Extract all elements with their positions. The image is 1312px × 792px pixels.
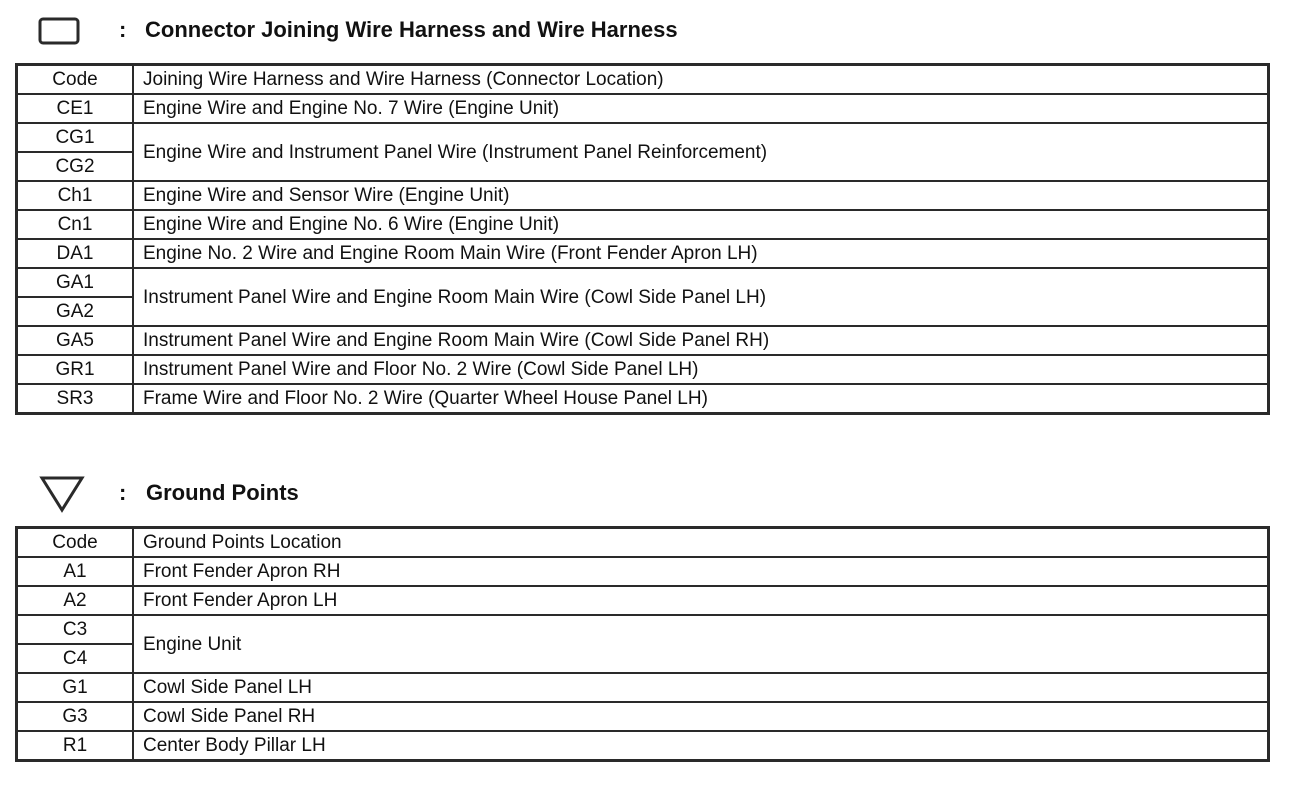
header-code: Code (17, 528, 134, 558)
ground-section-title (0, 472, 1312, 512)
title-colon: : (119, 480, 127, 505)
table-row (17, 94, 1269, 123)
row-code: C4 (17, 644, 134, 673)
row-location: Engine Wire and Instrument Panel Wire (Instrument Panel Reinforcement) (133, 123, 1269, 181)
section-title-text: Connector Joining Wire Harness and Wire Harness (145, 17, 678, 42)
row-location: Engine Wire and Engine No. 6 Wire (Engine Unit) (133, 210, 1269, 239)
row-code: GA2 (17, 297, 134, 326)
row-code: GR1 (17, 355, 134, 384)
table-row (17, 702, 1269, 731)
header-location: Ground Points Location (133, 528, 1269, 558)
table-row (17, 586, 1269, 615)
header-location: Joining Wire Harness and Wire Harness (Connector Location) (133, 65, 1269, 95)
table-row (17, 326, 1269, 355)
row-location: Instrument Panel Wire and Floor No. 2 Wire (Cowl Side Panel LH) (133, 355, 1269, 384)
table-row (17, 673, 1269, 702)
row-code: SR3 (17, 384, 134, 414)
row-location: Engine No. 2 Wire and Engine Room Main Wire (Front Fender Apron LH) (133, 239, 1269, 268)
row-code: CG1 (17, 123, 134, 152)
table-header-row (17, 65, 1269, 95)
row-code: CG2 (17, 152, 134, 181)
table-row (17, 384, 1269, 414)
ground-triangle-icon (38, 474, 88, 514)
row-code: A2 (17, 586, 134, 615)
row-code: CE1 (17, 94, 134, 123)
row-location: Center Body Pillar LH (133, 731, 1269, 761)
row-location: Front Fender Apron LH (133, 586, 1269, 615)
table-row (17, 210, 1269, 239)
connector-table (15, 63, 1270, 415)
row-location: Instrument Panel Wire and Engine Room Main Wire (Cowl Side Panel RH) (133, 326, 1269, 355)
table-row (17, 355, 1269, 384)
connector-section-title (0, 10, 1312, 50)
header-code: Code (17, 65, 134, 95)
row-location: Cowl Side Panel RH (133, 702, 1269, 731)
table-row (17, 239, 1269, 268)
row-code: DA1 (17, 239, 134, 268)
ground-points-table (15, 526, 1270, 762)
row-code: GA5 (17, 326, 134, 355)
row-code: A1 (17, 557, 134, 586)
connector-box-icon (38, 17, 82, 47)
title-colon: : (119, 17, 127, 42)
table-row (17, 268, 1269, 297)
row-location: Instrument Panel Wire and Engine Room Main Wire (Cowl Side Panel LH) (133, 268, 1269, 326)
table-row (17, 123, 1269, 152)
table-row (17, 615, 1269, 644)
table-row (17, 731, 1269, 761)
row-code: GA1 (17, 268, 134, 297)
row-location: Engine Wire and Engine No. 7 Wire (Engine Unit) (133, 94, 1269, 123)
table-row (17, 557, 1269, 586)
row-code: G3 (17, 702, 134, 731)
row-location: Engine Unit (133, 615, 1269, 673)
row-code: Cn1 (17, 210, 134, 239)
row-code: G1 (17, 673, 134, 702)
table-header-row (17, 528, 1269, 558)
section-title-text: Ground Points (146, 480, 299, 505)
table-row (17, 181, 1269, 210)
row-location: Engine Wire and Sensor Wire (Engine Unit) (133, 181, 1269, 210)
row-location: Front Fender Apron RH (133, 557, 1269, 586)
row-location: Cowl Side Panel LH (133, 673, 1269, 702)
row-code: C3 (17, 615, 134, 644)
row-code: Ch1 (17, 181, 134, 210)
row-location: Frame Wire and Floor No. 2 Wire (Quarter Wheel House Panel LH) (133, 384, 1269, 414)
row-code: R1 (17, 731, 134, 761)
